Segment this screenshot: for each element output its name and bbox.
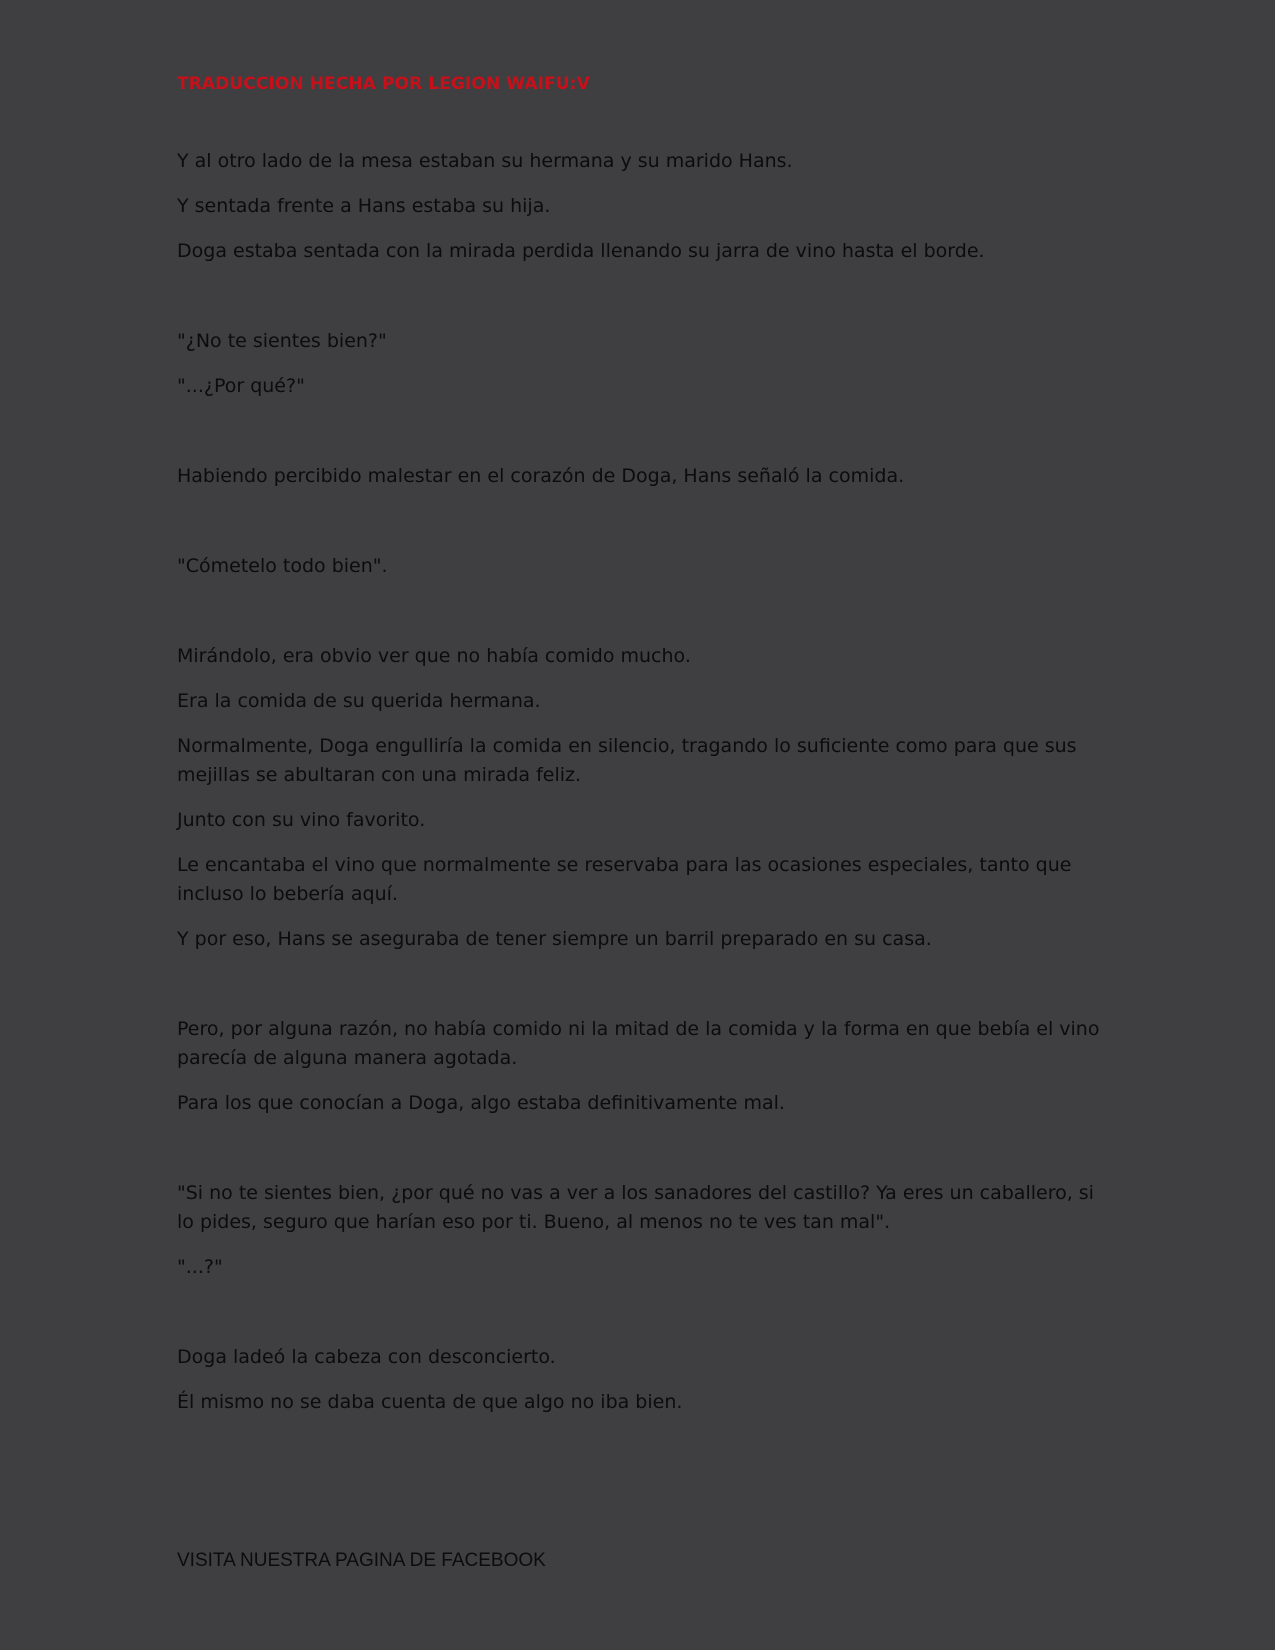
paragraph: Doga estaba sentada con la mirada perdida llenando su jarra de vino hasta el borde. [177, 240, 985, 262]
block-2 [177, 462, 1107, 491]
block-6 [177, 1179, 1107, 1282]
paragraph: Él mismo no se daba cuenta de que algo no iba bien. [177, 1391, 683, 1413]
spacer [177, 970, 1107, 1015]
paragraph: Le encantaba el vino que normalmente se reservaba para las ocasiones especiales, tanto que incluso lo bebería aquí. [177, 854, 1072, 905]
paragraph: Junto con su vino favorito. [177, 809, 426, 831]
block-7 [177, 1343, 1107, 1417]
translation-credit: TRADUCCION HECHA POR LEGION WAIFU:V [177, 74, 590, 94]
paragraph: Para los que conocían a Doga, algo estaba definitivamente mal. [177, 1092, 785, 1114]
block-0 [177, 147, 1107, 266]
block-5 [177, 1015, 1107, 1118]
paragraph: Normalmente, Doga engulliría la comida en silencio, tragando lo suficiente como para que sus mejillas se abultaran con una mirada feliz. [177, 735, 1077, 786]
paragraph: Y sentada frente a Hans estaba su hija. [177, 195, 551, 217]
spacer [177, 1298, 1107, 1343]
paragraph: Y por eso, Hans se aseguraba de tener siempre un barril preparado en su casa. [177, 928, 932, 950]
facebook-footer: VISITA NUESTRA PAGINA DE FACEBOOK [177, 1550, 546, 1571]
story-text [177, 147, 1107, 1433]
paragraph: "...¿Por qué?" [177, 375, 305, 397]
paragraph: "Si no te sientes bien, ¿por qué no vas a ver a los sanadores del castillo? Ya eres un caballero, si lo pides, seguro que harían eso por ti. Bueno, al menos no te ves tan mal". [177, 1182, 1094, 1233]
paragraph: Era la comida de su querida hermana. [177, 690, 541, 712]
document-page [177, 0, 1107, 1650]
block-1 [177, 327, 1107, 401]
spacer [177, 417, 1107, 462]
paragraph: Habiendo percibido malestar en el corazón de Doga, Hans señaló la comida. [177, 465, 905, 487]
paragraph: "Cómetelo todo bien". [177, 555, 388, 577]
paragraph: Doga ladeó la cabeza con desconcierto. [177, 1346, 556, 1368]
paragraph: Mirándolo, era obvio ver que no había comido mucho. [177, 645, 691, 667]
paragraph: Y al otro lado de la mesa estaban su hermana y su marido Hans. [177, 150, 793, 172]
paragraph: "¿No te sientes bien?" [177, 330, 387, 352]
block-4 [177, 642, 1107, 954]
spacer [177, 597, 1107, 642]
spacer [177, 507, 1107, 552]
block-3 [177, 552, 1107, 581]
spacer [177, 1134, 1107, 1179]
paragraph: Pero, por alguna razón, no había comido ni la mitad de la comida y la forma en que bebía el vino parecía de alguna manera agotada. [177, 1018, 1100, 1069]
paragraph: "...?" [177, 1256, 223, 1278]
spacer [177, 282, 1107, 327]
